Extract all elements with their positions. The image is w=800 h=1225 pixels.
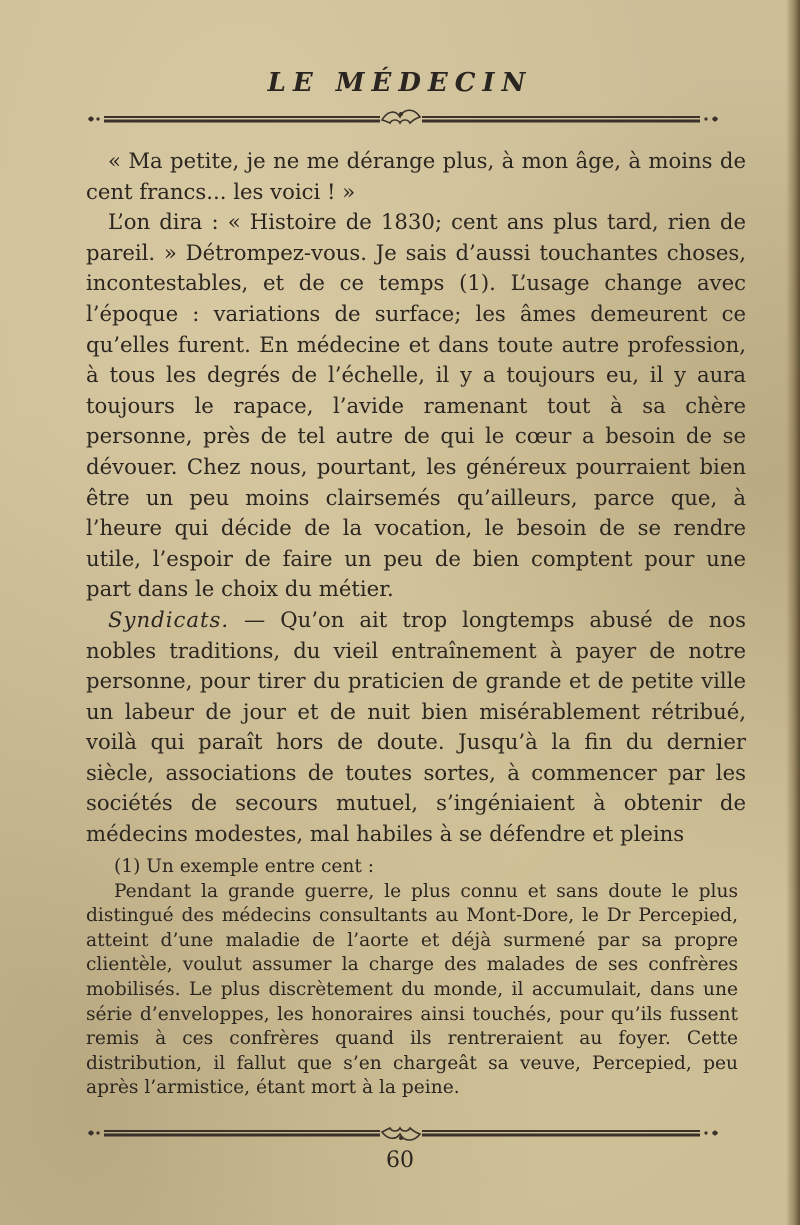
paragraph-2: L’on dira : « Histoire de 1830; cent ans plus tard, rien de pareil. » Détrompez-vous. Je sais d’aussi touchantes choses, incontestables, et de ce temps (1). L’usage change avec l’époque : variations de surface; les âmes demeurent ce qu’elles furent. En médecine et dans toute autre profession, à tous les degrés de l’échelle, il y a toujours eu, il y aura toujours le rapace, l’avide ramenant tout à sa chère personne, près de tel autre de qui le cœur a besoin de se dévouer. Chez nous, pourtant, les généreux pourraient bien être un peu moins clairsemés qu’ailleurs, parce que, à l’heure qui décide de la vocation, le besoin de se rendre utile, l’espoir de faire un peu de bien comptent pour une part dans le choix du métier. <box>86 209 746 602</box>
paragraph-syndicats <box>86 605 746 850</box>
footnote <box>86 855 738 1101</box>
footnote-text: Pendant la grande guerre, le plus connu et sans doute le plus distingué des médecins consultants au Mont-Dore, le Dr Percepied, atteint d’une maladie de l’aorte et déjà surmené par sa propre clientèle, voulut assumer la charge des malades de ses confrères mobilisés. Le plus discrètement du monde, il accumulait, dans une série d’enveloppes, les honoraires ainsi touchés, pour qu’ils fussent remis à ces confrères quand ils rentreraient au foyer. Cette distribution, il fallut que s’en chargeât sa veuve, Percepied, peu après l’armistice, étant mort à la peine. <box>86 880 738 1099</box>
running-title: LE MÉDECIN <box>267 68 533 98</box>
ornamental-rule-icon <box>86 108 722 128</box>
syndicats-heading: Syndicats. <box>108 606 230 632</box>
footnote-heading: (1) Un exemple entre cent : <box>114 856 374 877</box>
page-edge-shadow <box>786 0 800 1225</box>
main-text <box>86 146 746 850</box>
syndicats-text: — Qu’on ait trop longtemps abusé de nos nobles traditions, du vieil entraînement à payer de notre personne, pour tirer du praticien de grande et de petite ville un labeur de jour et de nuit bien misérablement rétribué, voilà qui paraît hors de doute. Jusqu’à la fin du dernier siècle, associations de toutes sortes, à commencer par les sociétés de secours mutuel, s’ingéniaient à obtenir de médecins modestes, mal habiles à se défendre et pleins <box>86 606 746 847</box>
page-number: 60 <box>386 1148 414 1173</box>
ornamental-rule-icon <box>86 1122 722 1142</box>
paragraph-1: « Ma petite, je ne me dérange plus, à mon âge, à moins de cent francs... les voici ! » <box>86 148 746 204</box>
